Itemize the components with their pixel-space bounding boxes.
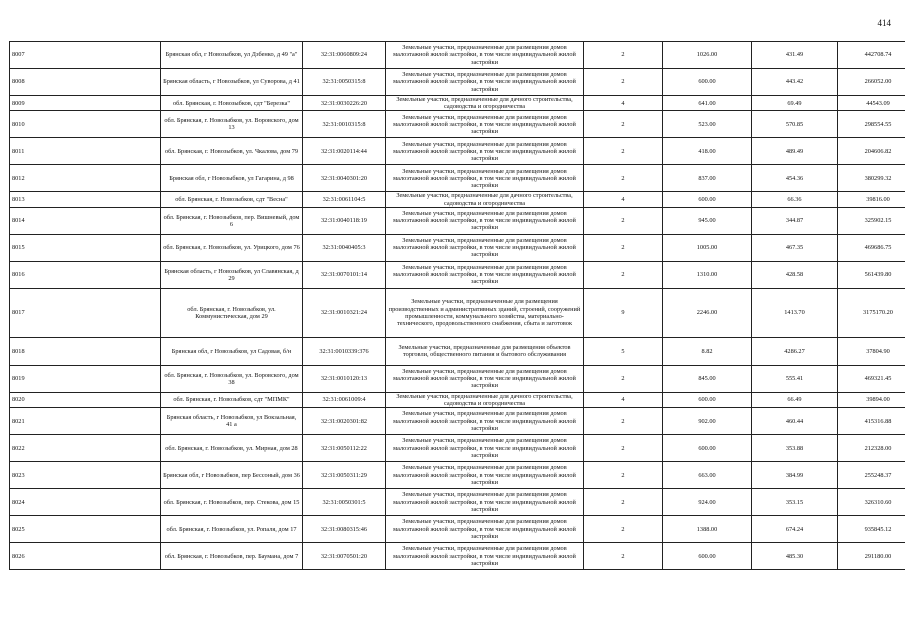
table-row [10, 365, 905, 392]
table-row [10, 489, 905, 516]
permitted-use-cell: Земельные участки, предназначенные для размещения домов малоэтажной жилой застройки, в том числе индивидуальной жилой застройки [386, 111, 584, 138]
use-group-cell: 2 [584, 261, 663, 288]
cadastral-number-cell: 32:31:0060809:24 [303, 42, 386, 69]
address-cell: обл. Брянская, г. Новозыбков, ул. Коммунистическая, дом 29 [161, 288, 303, 337]
address-cell: обл. Брянская, г. Новозыбков, ул. Воровского, дом 38 [161, 365, 303, 392]
unit-value-cell: 69.49 [752, 96, 838, 111]
cadastral-number-cell: 32:31:0040405:3 [303, 234, 386, 261]
area-cell: 600.00 [663, 435, 752, 462]
unit-value-cell: 467.35 [752, 234, 838, 261]
address-cell: обл. Брянская, г. Новозыбков, сдт "Березка" [161, 96, 303, 111]
table-row [10, 96, 905, 111]
unit-value-cell: 353.15 [752, 489, 838, 516]
permitted-use-cell: Земельные участки, предназначенные для размещения домов малоэтажной жилой застройки, в том числе индивидуальной жилой застройки [386, 462, 584, 489]
use-group-cell: 2 [584, 489, 663, 516]
area-cell: 2246.00 [663, 288, 752, 337]
cadastral-number-cell: 32:31:0030226:20 [303, 96, 386, 111]
table-row [10, 165, 905, 192]
cadastral-value-cell: 266052.00 [838, 69, 905, 96]
area-cell: 600.00 [663, 69, 752, 96]
area-cell: 1026.00 [663, 42, 752, 69]
row-number-cell: 8016 [10, 261, 161, 288]
unit-value-cell: 460.44 [752, 408, 838, 435]
unit-value-cell: 485.30 [752, 543, 838, 570]
cadastral-number-cell: 32:31:0080315:46 [303, 516, 386, 543]
use-group-cell: 2 [584, 42, 663, 69]
cadastral-value-cell: 415316.88 [838, 408, 905, 435]
cadastral-number-cell: 32:31:0010321:24 [303, 288, 386, 337]
address-cell: Брянская обл, г Новозыбков, ул Гагарина, д 98 [161, 165, 303, 192]
address-cell: обл. Брянская, г. Новозыбков, ул. Чкалова, дом 79 [161, 138, 303, 165]
unit-value-cell: 384.99 [752, 462, 838, 489]
permitted-use-cell: Земельные участки, предназначенные для размещения домов малоэтажной жилой застройки, в том числе индивидуальной жилой застройки [386, 42, 584, 69]
use-group-cell: 5 [584, 337, 663, 365]
unit-value-cell: 443.42 [752, 69, 838, 96]
address-cell: Брянская область, г Новозыбков, ул Суворова, д 41 [161, 69, 303, 96]
permitted-use-cell: Земельные участки, предназначенные для дачного строительства, садоводства и огородничества [386, 192, 584, 207]
cadastral-number-cell: 32:31:0040118:19 [303, 207, 386, 234]
row-number-cell: 8017 [10, 288, 161, 337]
cadastral-value-cell: 204606.82 [838, 138, 905, 165]
use-group-cell: 4 [584, 96, 663, 111]
cadastral-number-cell: 32:31:0010120:13 [303, 365, 386, 392]
cadastral-number-cell: 32:31:0010315:8 [303, 111, 386, 138]
use-group-cell: 2 [584, 69, 663, 96]
address-cell: Брянская область, г Новозыбков, ул Вокзальная, 41 а [161, 408, 303, 435]
table-row [10, 337, 905, 365]
table-row [10, 408, 905, 435]
permitted-use-cell: Земельные участки, предназначенные для размещения домов малоэтажной жилой застройки, в том числе индивидуальной жилой застройки [386, 365, 584, 392]
cadastral-value-cell: 469321.45 [838, 365, 905, 392]
unit-value-cell: 489.49 [752, 138, 838, 165]
area-cell: 945.00 [663, 207, 752, 234]
table-row [10, 516, 905, 543]
area-cell: 600.00 [663, 192, 752, 207]
use-group-cell: 2 [584, 408, 663, 435]
permitted-use-cell: Земельные участки, предназначенные для размещения домов малоэтажной жилой застройки, в том числе индивидуальной жилой застройки [386, 165, 584, 192]
cadastral-number-cell: 32:31:0010339:376 [303, 337, 386, 365]
row-number-cell: 8007 [10, 42, 161, 69]
permitted-use-cell: Земельные участки, предназначенные для размещения домов малоэтажной жилой застройки, в том числе индивидуальной жилой застройки [386, 408, 584, 435]
row-number-cell: 8009 [10, 96, 161, 111]
permitted-use-cell: Земельные участки, предназначенные для размещения домов малоэтажной жилой застройки, в том числе индивидуальной жилой застройки [386, 69, 584, 96]
table-row [10, 69, 905, 96]
cadastral-value-cell: 291180.00 [838, 543, 905, 570]
unit-value-cell: 555.41 [752, 365, 838, 392]
use-group-cell: 9 [584, 288, 663, 337]
page-number: 414 [877, 18, 891, 28]
unit-value-cell: 674.24 [752, 516, 838, 543]
permitted-use-cell: Земельные участки, предназначенные для размещения домов малоэтажной жилой застройки, в том числе индивидуальной жилой застройки [386, 543, 584, 570]
address-cell: обл. Брянская, г. Новозыбков, ул. Воровского, дом 13 [161, 111, 303, 138]
row-number-cell: 8021 [10, 408, 161, 435]
row-number-cell: 8012 [10, 165, 161, 192]
cadastral-number-cell: 32:31:0061009:4 [303, 392, 386, 407]
row-number-cell: 8020 [10, 392, 161, 407]
unit-value-cell: 66.49 [752, 392, 838, 407]
cadastral-number-cell: 32:31:0020114:44 [303, 138, 386, 165]
area-cell: 1310.00 [663, 261, 752, 288]
cadastral-value-cell: 37804.90 [838, 337, 905, 365]
area-cell: 600.00 [663, 543, 752, 570]
permitted-use-cell: Земельные участки, предназначенные для дачного строительства, садоводства и огородничества [386, 96, 584, 111]
address-cell: обл. Брянская, г. Новозыбков, ул. Урицкого, дом 76 [161, 234, 303, 261]
use-group-cell: 2 [584, 365, 663, 392]
area-cell: 837.00 [663, 165, 752, 192]
cadastral-value-cell: 380299.32 [838, 165, 905, 192]
use-group-cell: 4 [584, 192, 663, 207]
use-group-cell: 2 [584, 207, 663, 234]
area-cell: 641.00 [663, 96, 752, 111]
cadastral-value-cell: 3175170.20 [838, 288, 905, 337]
use-group-cell: 2 [584, 516, 663, 543]
address-cell: Брянская обл, г Новозыбков, ул Садовая, б/н [161, 337, 303, 365]
area-cell: 1388.00 [663, 516, 752, 543]
cadastral-number-cell: 32:31:0061104:5 [303, 192, 386, 207]
table-row [10, 462, 905, 489]
cadastral-number-cell: 32:31:0070501:20 [303, 543, 386, 570]
unit-value-cell: 66.36 [752, 192, 838, 207]
address-cell: обл. Брянская, г. Новозыбков, сдт "МПМК" [161, 392, 303, 407]
area-cell: 8.82 [663, 337, 752, 365]
table-row [10, 138, 905, 165]
unit-value-cell: 431.49 [752, 42, 838, 69]
cadastral-number-cell: 32:31:0020301:82 [303, 408, 386, 435]
table-row [10, 207, 905, 234]
unit-value-cell: 570.85 [752, 111, 838, 138]
table-row [10, 288, 905, 337]
table-row [10, 111, 905, 138]
cadastral-number-cell: 32:31:0040301:20 [303, 165, 386, 192]
address-cell: обл. Брянская, г. Новозыбков, пер. Стекова, дом 15 [161, 489, 303, 516]
cadastral-value-cell: 442708.74 [838, 42, 905, 69]
table-row [10, 392, 905, 407]
area-cell: 1005.00 [663, 234, 752, 261]
row-number-cell: 8019 [10, 365, 161, 392]
cadastral-value-cell: 212328.00 [838, 435, 905, 462]
row-number-cell: 8010 [10, 111, 161, 138]
address-cell: обл. Брянская, г. Новозыбков, пер. Вишневый, дом 6 [161, 207, 303, 234]
unit-value-cell: 428.58 [752, 261, 838, 288]
cadastral-value-cell: 44543.09 [838, 96, 905, 111]
table-row [10, 435, 905, 462]
area-cell: 663.00 [663, 462, 752, 489]
permitted-use-cell: Земельные участки, предназначенные для дачного строительства, садоводства и огородничества [386, 392, 584, 407]
cadastral-number-cell: 32:31:0050301:5 [303, 489, 386, 516]
row-number-cell: 8024 [10, 489, 161, 516]
cadastral-number-cell: 32:31:0050311:29 [303, 462, 386, 489]
area-cell: 418.00 [663, 138, 752, 165]
address-cell: Брянская область, г Новозыбков, ул Славянская, д 29 [161, 261, 303, 288]
permitted-use-cell: Земельные участки, предназначенные для размещения домов малоэтажной жилой застройки, в том числе индивидуальной жилой застройки [386, 207, 584, 234]
cadastral-value-cell: 298554.55 [838, 111, 905, 138]
cadastral-number-cell: 32:31:0050315:8 [303, 69, 386, 96]
cadastral-value-cell: 39894.00 [838, 392, 905, 407]
row-number-cell: 8023 [10, 462, 161, 489]
row-number-cell: 8013 [10, 192, 161, 207]
use-group-cell: 2 [584, 543, 663, 570]
unit-value-cell: 1413.70 [752, 288, 838, 337]
cadastral-number-cell: 32:31:0050112:22 [303, 435, 386, 462]
row-number-cell: 8025 [10, 516, 161, 543]
table-row [10, 192, 905, 207]
cadastral-value-cell: 325902.15 [838, 207, 905, 234]
row-number-cell: 8018 [10, 337, 161, 365]
permitted-use-cell: Земельные участки, предназначенные для размещения домов малоэтажной жилой застройки, в том числе индивидуальной жилой застройки [386, 489, 584, 516]
area-cell: 845.00 [663, 365, 752, 392]
area-cell: 924.00 [663, 489, 752, 516]
cadastral-value-cell: 39816.00 [838, 192, 905, 207]
cadastral-value-cell: 935845.12 [838, 516, 905, 543]
cadastral-number-cell: 32:31:0070101:14 [303, 261, 386, 288]
row-number-cell: 8014 [10, 207, 161, 234]
permitted-use-cell: Земельные участки, предназначенные для размещения домов малоэтажной жилой застройки, в том числе индивидуальной жилой застройки [386, 138, 584, 165]
area-cell: 523.00 [663, 111, 752, 138]
land-parcel-table [9, 41, 905, 570]
cadastral-value-cell: 469686.75 [838, 234, 905, 261]
unit-value-cell: 4286.27 [752, 337, 838, 365]
unit-value-cell: 353.88 [752, 435, 838, 462]
use-group-cell: 2 [584, 234, 663, 261]
area-cell: 600.00 [663, 392, 752, 407]
area-cell: 902.00 [663, 408, 752, 435]
table-row [10, 543, 905, 570]
row-number-cell: 8022 [10, 435, 161, 462]
use-group-cell: 2 [584, 165, 663, 192]
table-row [10, 234, 905, 261]
address-cell: обл. Брянская, г. Новозыбков, ул. Ропаля, дом 17 [161, 516, 303, 543]
use-group-cell: 2 [584, 435, 663, 462]
table-row [10, 261, 905, 288]
address-cell: обл. Брянская, г. Новозыбков, ул. Мирная, дом 28 [161, 435, 303, 462]
permitted-use-cell: Земельные участки, предназначенные для размещения домов малоэтажной жилой застройки, в том числе индивидуальной жилой застройки [386, 234, 584, 261]
permitted-use-cell: Земельные участки, предназначенные для размещения объектов торговли, общественного питания и бытового обслуживания [386, 337, 584, 365]
permitted-use-cell: Земельные участки, предназначенные для размещения домов малоэтажной жилой застройки, в том числе индивидуальной жилой застройки [386, 435, 584, 462]
address-cell: обл. Брянская, г. Новозыбков, пер. Баумана, дом 7 [161, 543, 303, 570]
row-number-cell: 8011 [10, 138, 161, 165]
row-number-cell: 8008 [10, 69, 161, 96]
address-cell: Брянская обл, г Новозыбков, пер Бессоный, дом 36 [161, 462, 303, 489]
row-number-cell: 8026 [10, 543, 161, 570]
unit-value-cell: 344.87 [752, 207, 838, 234]
address-cell: обл. Брянская, г. Новозыбков, сдт "Весна" [161, 192, 303, 207]
table-row [10, 42, 905, 69]
cadastral-value-cell: 561439.80 [838, 261, 905, 288]
cadastral-value-cell: 326310.60 [838, 489, 905, 516]
table-body [10, 42, 905, 570]
unit-value-cell: 454.36 [752, 165, 838, 192]
permitted-use-cell: Земельные участки, предназначенные для размещения домов малоэтажной жилой застройки, в том числе индивидуальной жилой застройки [386, 516, 584, 543]
permitted-use-cell: Земельные участки, предназначенные для размещения домов малоэтажной жилой застройки, в том числе индивидуальной жилой застройки [386, 261, 584, 288]
use-group-cell: 2 [584, 462, 663, 489]
use-group-cell: 2 [584, 111, 663, 138]
permitted-use-cell: Земельные участки, предназначенные для размещения производственных и административных зданий, строений, сооружений промышленности, коммунального хозяйства, материально-технического, продовольственного снабжения, сбыта и заготовок [386, 288, 584, 337]
use-group-cell: 4 [584, 392, 663, 407]
use-group-cell: 2 [584, 138, 663, 165]
row-number-cell: 8015 [10, 234, 161, 261]
address-cell: Брянская обл, г Новозыбков, ул Дзбенко, д 49 "а" [161, 42, 303, 69]
cadastral-value-cell: 255248.37 [838, 462, 905, 489]
